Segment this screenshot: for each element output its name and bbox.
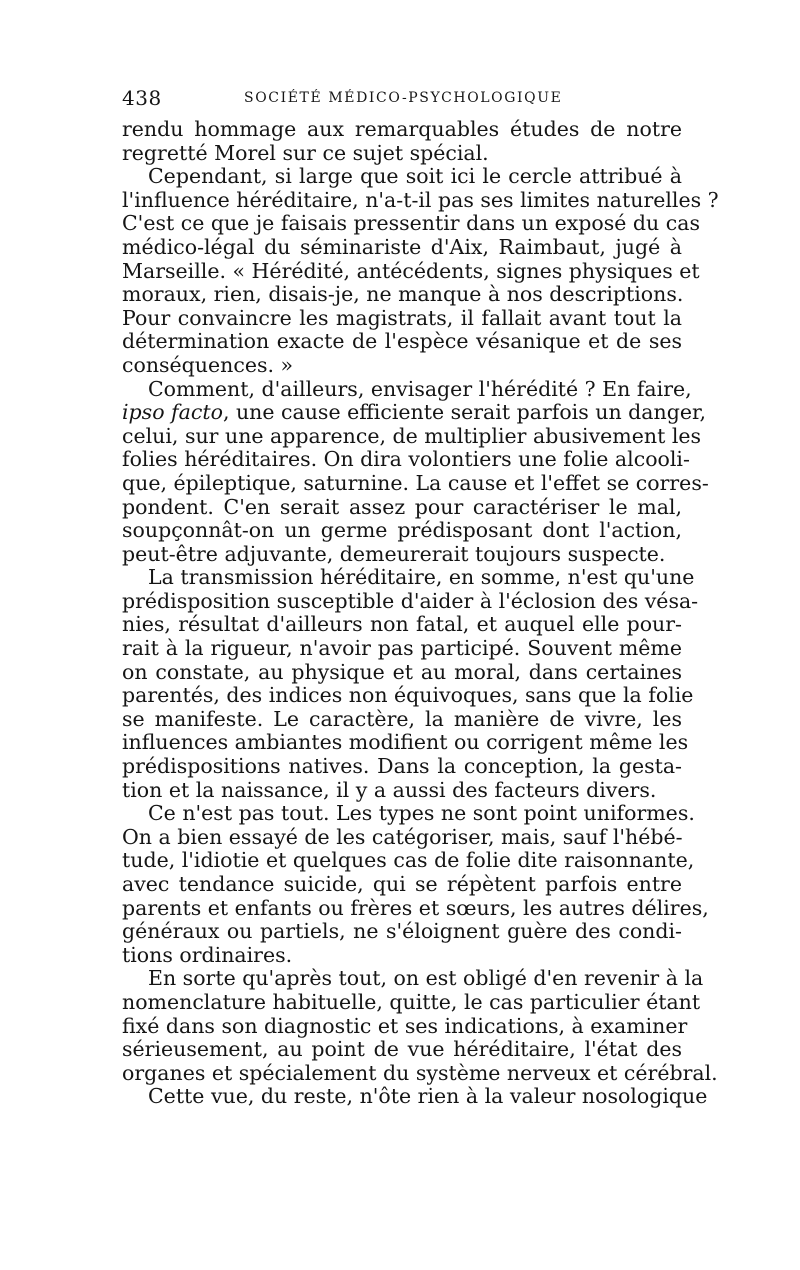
text-line: parentés, des indices non équivoques, sans que la folie (122, 683, 694, 708)
text-line: peut-être adjuvante, demeurerait toujours suspecte. (122, 541, 666, 566)
text-line: parents et enfants ou frères et sœurs, les autres délires, (122, 895, 709, 920)
text-line: médico-légal du séminariste d'Aix, Raimbaut, jugé à (122, 234, 682, 259)
text-line: tions ordinaires. (122, 942, 293, 967)
text-line: on constate, au physique et au moral, dans certaines (122, 659, 682, 684)
text-line: se manifeste. Le caractère, la manière de vivre, les (122, 706, 682, 731)
text-line: moraux, rien, disais-je, ne manque à nos descriptions. (122, 282, 684, 307)
text-line: conséquences. » (122, 352, 294, 377)
text-line: fixé dans son diagnostic et ses indications, à examiner (122, 1013, 688, 1038)
text-line: Pour convaincre les magistrats, il fallait avant tout la (122, 305, 682, 330)
text-line: Cependant, si large que soit ici le cercle attribué à (148, 164, 682, 189)
text-line: influences ambiantes modifient ou corrigent même les (122, 730, 689, 755)
text-line: C'est ce que je faisais pressentir dans un exposé du cas (122, 211, 700, 236)
text-line: soupçonnât-on un germe prédisposant dont l'action, (122, 518, 682, 543)
text-line: regretté Morel sur ce sujet spécial. (122, 140, 489, 165)
text-line: avec tendance suicide, qui se répètent parfois entre (122, 872, 682, 896)
text-line: folies héréditaires. On dira volontiers une folie alcooli- (122, 447, 690, 472)
text-line: pondent. C'en serait assez pour caractériser le mal, (122, 494, 682, 519)
running-head (122, 86, 682, 116)
text-line: détermination exacte de l'espèce vésanique et de ses (122, 329, 682, 354)
body-text (122, 117, 719, 1109)
text-line: que, épileptique, saturnine. La cause et l'effet se corres- (122, 470, 709, 495)
text-line: Ce n'est pas tout. Les types ne sont point uniformes. (148, 801, 695, 826)
text-line (122, 400, 707, 425)
text-line: sérieusement, au point de vue héréditaire, l'état des (122, 1037, 682, 1062)
text-line: tion et la naissance, il y a aussi des facteurs divers. (122, 777, 657, 802)
italic-phrase: ipso facto (122, 400, 223, 425)
text-line: tude, l'idiotie et quelques cas de folie dite raisonnante, (122, 848, 695, 873)
text-line: rendu hommage aux remarquables études de notre (122, 117, 682, 141)
text-line: Cette vue, du reste, n'ôte rien à la valeur nosologique (148, 1084, 708, 1109)
text-line: rait à la rigueur, n'avoir pas participé. Souvent même (122, 636, 682, 661)
text-line: La transmission héréditaire, en somme, n'est qu'une (148, 565, 695, 590)
text-line: l'influence héréditaire, n'a-t-il pas ses limites naturelles ? (122, 187, 719, 212)
text-line: prédisposition susceptible d'aider à l'éclosion des vésa- (122, 588, 699, 613)
text-line: organes et spécialement du système nerveux et cérébral. (122, 1060, 718, 1085)
text-line: En sorte qu'après tout, on est obligé d'en revenir à la (148, 966, 704, 991)
text-line: généraux ou partiels, ne s'éloignent guère des condi- (122, 919, 682, 944)
text-line: nomenclature habituelle, quitte, le cas particulier étant (122, 989, 701, 1014)
page-number: 438 (122, 86, 162, 110)
text-line: nies, résultat d'ailleurs non fatal, et auquel elle pour- (122, 612, 682, 637)
text-line: celui, sur une apparence, de multiplier abusivement les (122, 423, 702, 448)
line-rest: , une cause efficiente serait parfois un danger, (222, 400, 707, 425)
text-line: Marseille. « Hérédité, antécédents, signes physiques et (122, 258, 700, 283)
text-line: On a bien essayé de les catégoriser, mais, sauf l'hébé- (122, 824, 683, 849)
journal-title: SOCIÉTÉ MÉDICO-PSYCHOLOGIQUE (244, 90, 563, 106)
text-line: Comment, d'ailleurs, envisager l'hérédité ? En faire, (148, 376, 692, 401)
text-line: prédispositions natives. Dans la conception, la gesta- (122, 754, 682, 779)
